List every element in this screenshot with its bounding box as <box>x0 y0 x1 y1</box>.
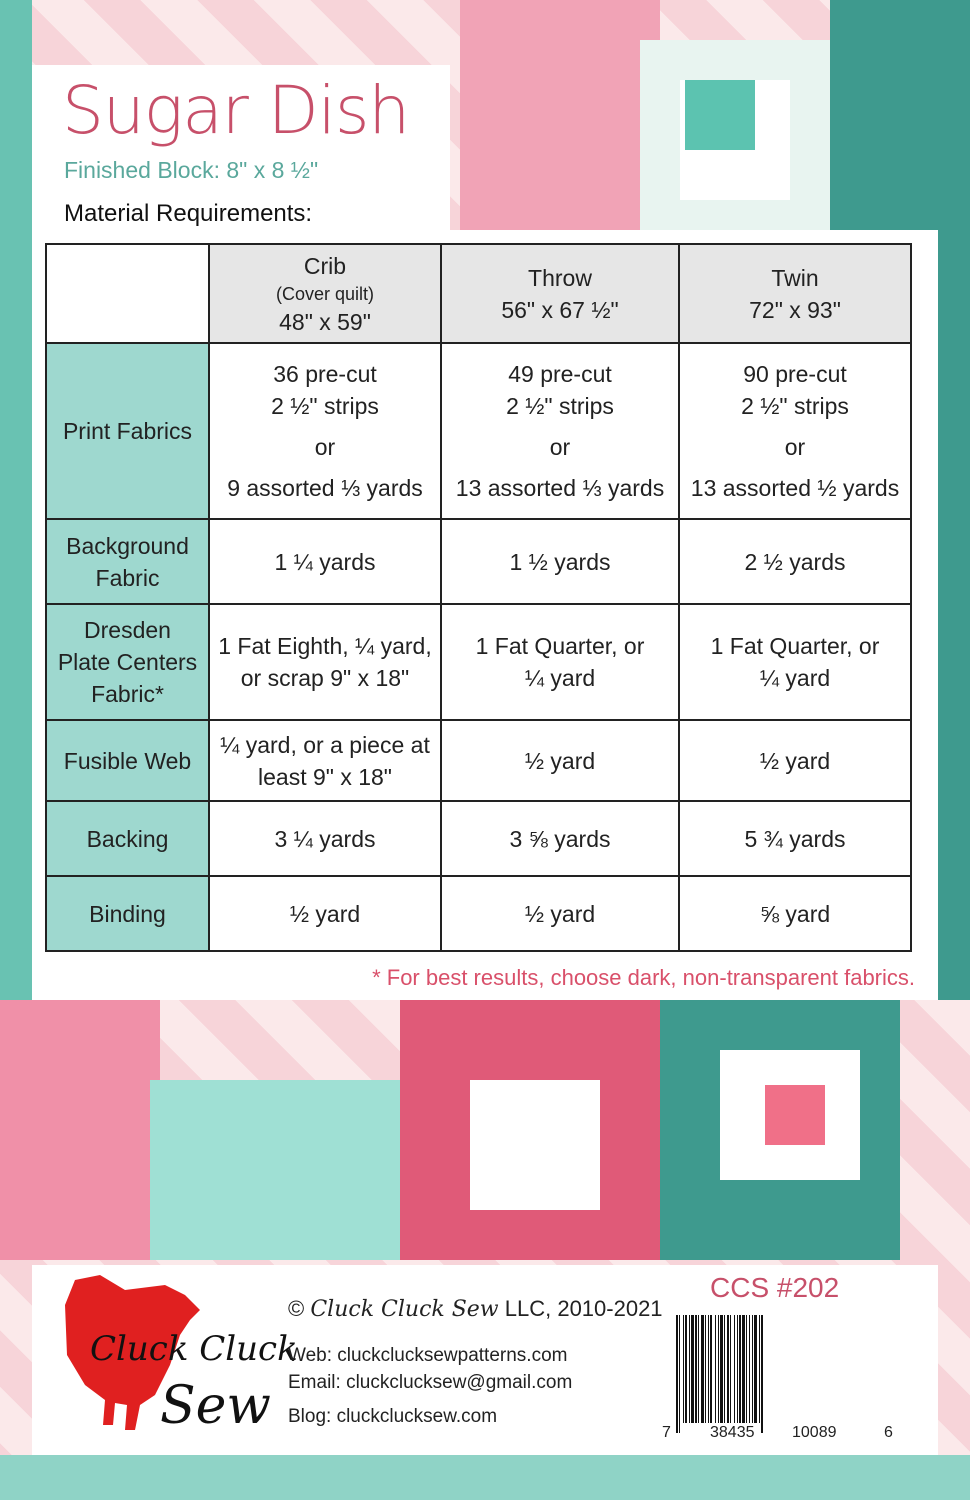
row-header: Fusible Web <box>46 720 209 801</box>
table-cell <box>209 343 441 519</box>
cell-line: 13 assorted ½ yards <box>690 475 900 501</box>
barcode-digit: 38435 <box>710 1424 755 1441</box>
table-cell <box>441 343 679 519</box>
cell-line: 3 ⅝ yards <box>509 825 611 852</box>
table-cell <box>209 876 441 951</box>
cell-line: ¼ yard, or a piece at <box>220 731 430 758</box>
row-header: Dresden Plate Centers Fabric* <box>46 604 209 720</box>
table-cell <box>441 519 679 604</box>
cell-line: ½ yard <box>289 900 361 927</box>
table-cell <box>679 876 911 951</box>
material-heading: Material Requirements: <box>64 200 313 227</box>
table-cell <box>441 876 679 951</box>
table-cell <box>679 519 911 604</box>
column-name: Throw <box>528 264 592 291</box>
cell-line: ⅝ yard <box>759 900 831 927</box>
barcode-bar <box>763 1315 764 1433</box>
table-row <box>46 801 911 876</box>
cell-line: 1 Fat Eighth, ¼ yard, <box>218 633 432 659</box>
table-row <box>46 343 911 519</box>
column-note: (Cover quilt) <box>275 283 375 304</box>
cluck-cluck-sew-logo <box>55 1275 298 1436</box>
row-header: Backing <box>46 801 209 876</box>
column-header-throw <box>441 244 679 343</box>
svg-text:Cluck Cluck: Cluck Cluck <box>90 1329 298 1369</box>
row-header: Binding <box>46 876 209 951</box>
copyright-line <box>288 1296 663 1322</box>
blog-link[interactable]: Blog: cluckclucksew.com <box>288 1406 498 1427</box>
email-link[interactable]: Email: cluckclucksew@gmail.com <box>288 1372 573 1393</box>
table-cell <box>679 801 911 876</box>
table-header-row <box>46 244 911 343</box>
cell-line: 36 pre-cut <box>273 361 377 387</box>
svg-text:Sew: Sew <box>160 1376 271 1436</box>
brand-name: Cluck Cluck Sew <box>310 1297 499 1322</box>
barcode-digit: 6 <box>884 1424 893 1441</box>
column-name: Crib <box>303 252 347 279</box>
cell-line: 2 ½ yards <box>744 548 846 575</box>
cell-line: ½ yard <box>524 900 596 927</box>
table-cell <box>209 604 441 720</box>
table-cell <box>441 720 679 801</box>
row-header: Print Fabrics <box>46 343 209 519</box>
table-cell <box>209 519 441 604</box>
table-cell <box>679 343 911 519</box>
copyright-symbol: © <box>288 1296 305 1321</box>
cell-line: or <box>549 434 571 460</box>
row-header: Background Fabric <box>46 519 209 604</box>
cell-line: ¼ yard <box>524 665 596 691</box>
table-cell <box>209 801 441 876</box>
cell-line: 5 ¾ yards <box>744 825 846 852</box>
cell-line: 13 assorted ⅓ yards <box>455 475 665 501</box>
barcode-digit: 10089 <box>792 1424 837 1441</box>
column-name: Twin <box>771 264 819 291</box>
column-header-twin <box>679 244 911 343</box>
cell-line: ½ yard <box>524 747 596 774</box>
table-row <box>46 876 911 951</box>
column-size: 56" x 67 ½" <box>501 296 619 323</box>
finished-block-size: Finished Block: 8" x 8 ½" <box>64 157 319 183</box>
cell-line: 2 ½" strips <box>741 393 849 419</box>
table-cell <box>209 720 441 801</box>
barcode <box>676 1315 876 1423</box>
cell-line: 2 ½" strips <box>271 393 379 419</box>
cell-line: or <box>314 434 336 460</box>
table-cell <box>441 801 679 876</box>
table-cell <box>679 604 911 720</box>
cell-line: 49 pre-cut <box>508 361 612 387</box>
cell-line: 3 ¼ yards <box>274 825 376 852</box>
column-header-crib <box>209 244 441 343</box>
pattern-code: CCS #202 <box>710 1272 840 1303</box>
cell-line: 1 ¼ yards <box>274 548 376 575</box>
material-requirements-table <box>45 243 912 952</box>
barcode-digit: 7 <box>662 1424 671 1441</box>
column-size: 72" x 93" <box>749 296 841 323</box>
copyright-rest: LLC, 2010-2021 <box>498 1296 663 1321</box>
table-cell <box>441 604 679 720</box>
cell-line: 2 ½" strips <box>506 393 614 419</box>
cell-line: 1 Fat Quarter, or <box>475 633 645 659</box>
footnote: * For best results, choose dark, non-transparent fabrics. <box>372 965 915 990</box>
table-cell <box>679 720 911 801</box>
cell-line: 9 assorted ⅓ yards <box>227 475 423 501</box>
cell-line: ½ yard <box>759 747 831 774</box>
cell-line: ¼ yard <box>759 665 831 691</box>
cell-line: 1 Fat Quarter, or <box>710 633 880 659</box>
web-link[interactable]: Web: cluckclucksewpatterns.com <box>288 1345 568 1366</box>
cell-line: 90 pre-cut <box>743 361 847 387</box>
cell-line: or scrap 9" x 18" <box>240 665 410 691</box>
pattern-title: Sugar Dish <box>62 72 410 149</box>
table-row <box>46 519 911 604</box>
cell-line: least 9" x 18" <box>258 763 392 790</box>
table-row <box>46 604 911 720</box>
cell-line: or <box>784 434 806 460</box>
column-size: 48" x 59" <box>279 308 371 335</box>
table-row <box>46 720 911 801</box>
empty-corner-cell <box>46 244 209 343</box>
cell-line: 1 ½ yards <box>509 548 611 575</box>
